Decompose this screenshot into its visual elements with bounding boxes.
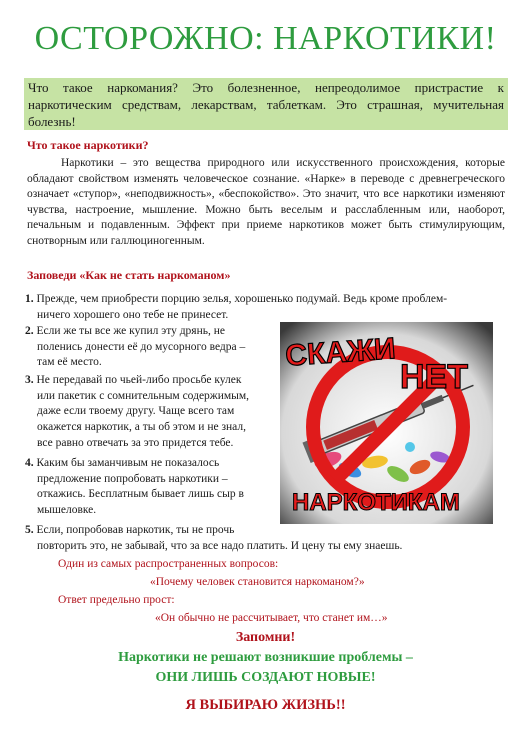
list-item xyxy=(25,523,505,554)
page-title: ОСТОРОЖНО: НАРКОТИКИ! xyxy=(34,20,497,57)
item-text: даже если твоему другу. Чаще всего там xyxy=(37,405,235,418)
poster-word-say: СКАЖИ xyxy=(284,332,397,373)
item-text: окажется наркотик, а ты об этом и не знал, xyxy=(37,421,246,434)
item-text: Каким бы заманчивым не показалось xyxy=(36,457,220,469)
item-text: или пакетик с сомнительным содержимым, xyxy=(37,389,250,402)
closing-line-2: ОНИ ЛИШЬ СОЗДАЮТ НОВЫЕ! xyxy=(155,670,376,685)
list-item xyxy=(25,324,280,371)
item-number: 3. xyxy=(25,374,34,386)
closing-line-1: Наркотики не решают возникшие проблемы – xyxy=(118,650,413,665)
item-text: Прежде, чем приобрести порцию зелья, хорошенько подумай. Ведь кроме проблем- xyxy=(36,293,448,305)
item-number: 1. xyxy=(25,293,34,305)
item-text: все равно отвечать за это придется тебе. xyxy=(37,436,234,449)
item-text: Если, попробовав наркотик, ты не прочь xyxy=(36,524,235,536)
item-text: мышеловке. xyxy=(37,504,97,517)
answer-intro: Ответ предельно прост: xyxy=(58,594,175,606)
remember-heading: Запомни! xyxy=(235,630,296,645)
intro-box: Что такое наркомания? Это болезненное, непреодолимое пристрастие к наркотическим средствам, лекарствам, таблеткам. Это страшная, мучительная болезнь! xyxy=(24,78,508,130)
item-text: Не передавай по чьей-либо просьбе кулек xyxy=(36,374,242,386)
poster-word-no: НЕТ xyxy=(400,358,468,396)
section-heading-what-are-drugs: Что такое наркотики? xyxy=(27,138,149,152)
item-text: ничего хорошего оно тебе не принесет. xyxy=(37,308,229,321)
item-number: 2. xyxy=(25,325,34,337)
answer-text: «Он обычно не рассчитывает, что станет им…» xyxy=(155,612,388,624)
question-text: «Почему человек становится наркоманом?» xyxy=(150,576,365,588)
section-heading-rules: Заповеди «Как не стать наркоманом» xyxy=(27,268,231,282)
item-text: Если же ты все же купил эту дрянь, не xyxy=(36,325,225,337)
list-item xyxy=(25,292,505,323)
life-choice-slogan: Я ВЫБИРАЮ ЖИЗНЬ!! xyxy=(185,697,346,713)
list-item xyxy=(25,373,280,452)
list-item xyxy=(25,456,280,519)
item-text: откажись. Бесплатным бывает лишь сыр в xyxy=(37,488,244,501)
item-text: повторить это, не забывай, что за все надо платить. И цену ты ему знаешь. xyxy=(37,539,403,552)
say-no-to-drugs-poster xyxy=(280,322,493,524)
item-text: поленись донести её до мусорного ведра – xyxy=(37,340,246,353)
definition-paragraph: Наркотики – это вещества природного или искусственного происхождения, которые обладают свойством изменять человеческое сознание. «Нарке» в переводе с древнегреческого означает «ступор», «неподвижность», «беспокойство». Это значит, что все наркотики изменяют чувства, настроение, мышление. Можно быть веселым и расслабленным или, наоборот, печальным и подавленным. Эффект при приеме наркотиков может быть стимулирующим, снотворным или галлюциногенным. xyxy=(27,157,505,247)
item-text: предложение попробовать наркотики – xyxy=(37,472,228,485)
item-number: 4. xyxy=(25,457,34,469)
question-intro: Один из самых распространенных вопросов: xyxy=(58,558,279,570)
item-text: там её место. xyxy=(37,356,102,369)
poster-word-drugs: НАРКОТИКАМ xyxy=(292,489,460,516)
item-number: 5. xyxy=(25,524,34,536)
